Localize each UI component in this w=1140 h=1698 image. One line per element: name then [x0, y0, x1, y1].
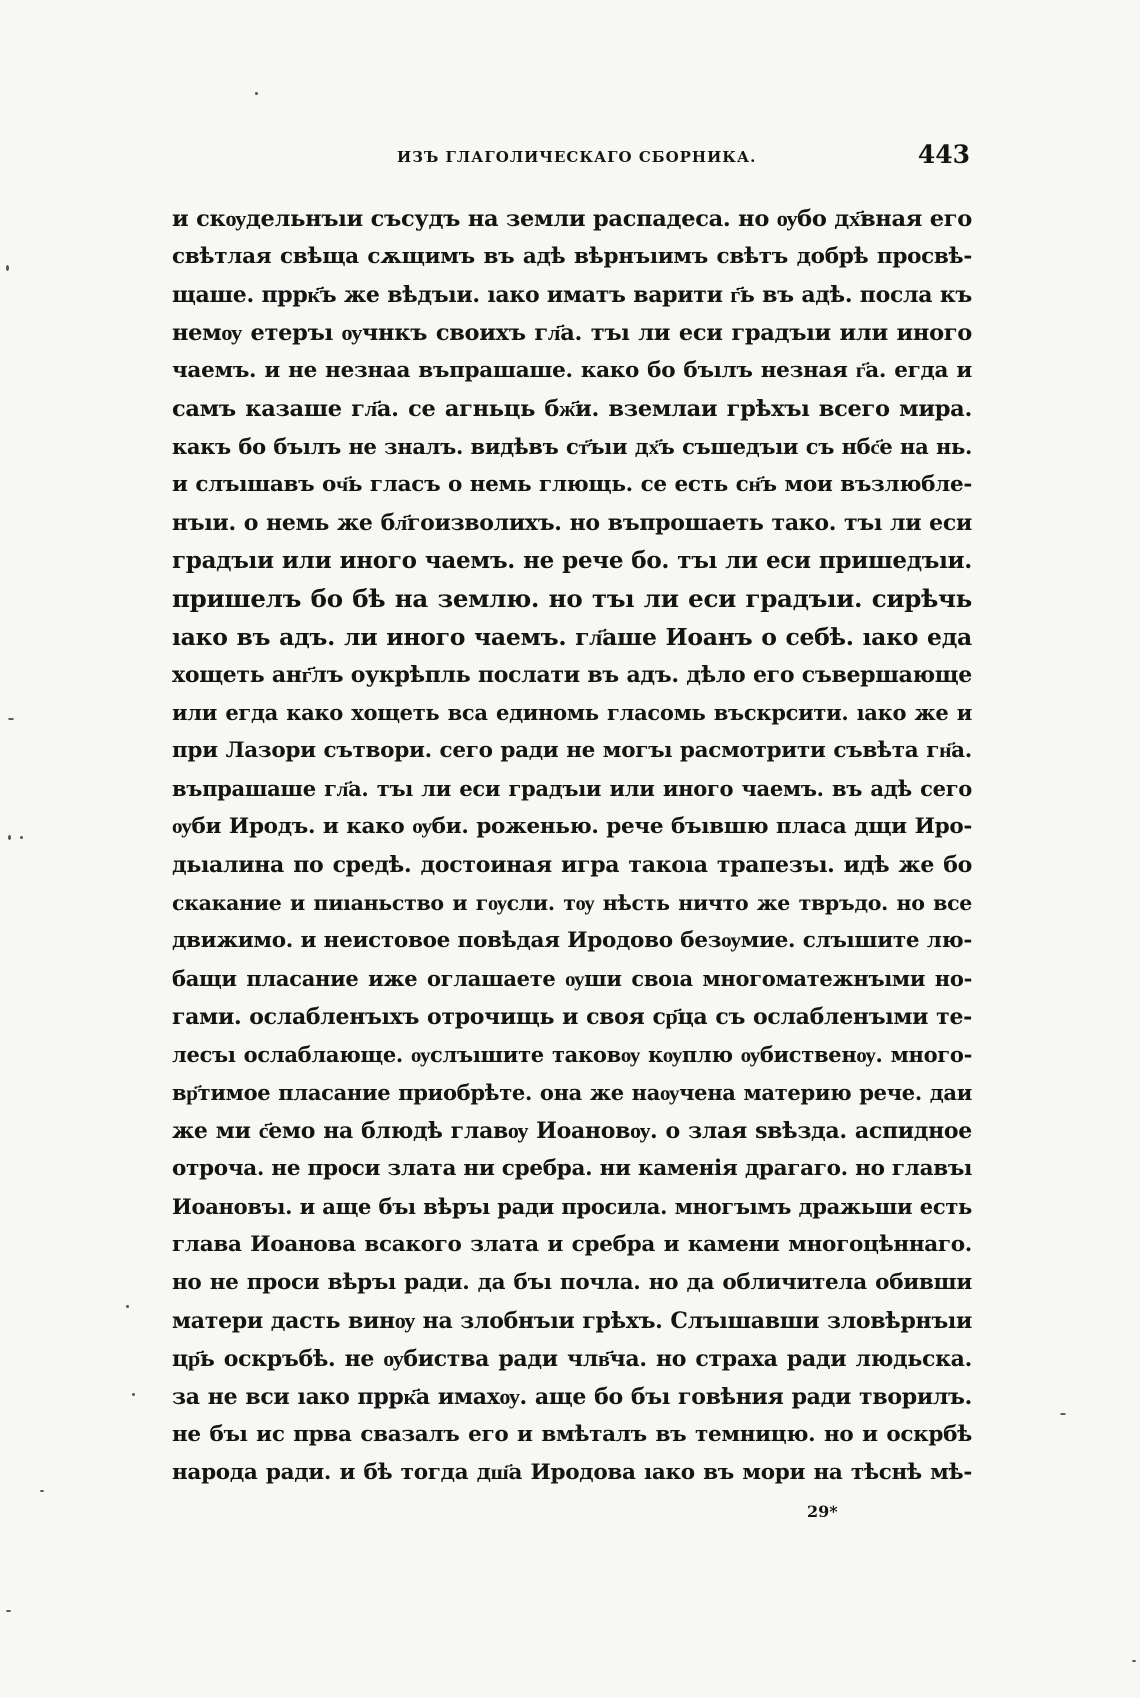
- page-header: [175, 140, 970, 180]
- text-line: вр҃тимое пласание приобрѣте. она же наѹчена материю рече. даи: [172, 1080, 972, 1105]
- text-line: щаше. пррк҃ъ же вѣдъıи. ıако иматъ варити г҃ь въ адѣ. посла къ: [172, 282, 972, 308]
- text-line: градъıи или иного чаемъ. не рече бо. тъı ли еси пришедъıи.: [172, 547, 972, 574]
- text-line: самъ казаше гл҃а. се агньць бж҃и. вземлаи грѣхъı всего мира.: [172, 396, 972, 422]
- text-line: немѹ етеръı ѹчнкъ своихъ гл҃а. тъı ли еси градъıи или иного: [172, 320, 972, 346]
- text-line: какъ бо бъıлъ не зналъ. видѣвъ ст҃ъıи дх҃ъ съшедъıи съ нбс҃е на нь.: [172, 434, 972, 459]
- text-line: нъıи. о немь же бл҃гоизволихъ. но въпрошаеть тако. тъı ли еси: [172, 510, 972, 536]
- scan-speck: [132, 1393, 135, 1396]
- text-line: ıако въ адъ. ли иного чаемъ. гл҃аше Иоанъ о себѣ. ıако еда: [172, 623, 972, 651]
- text-line: дьıалина по средѣ. достоиная игра такоıа трапезъı. идѣ же бо: [172, 852, 972, 878]
- text-line: Иоановъı. и аще бъı вѣръı ради просила. многъıмъ дражьши есть: [172, 1194, 972, 1219]
- text-line: при Лазори сътвори. сего ради не могъı расмотрити съвѣта гн҃а.: [172, 738, 972, 763]
- scan-speck: [8, 835, 11, 840]
- text-line: отроча. не проси злата ни сребра. ни каменія драгаго. но главъı: [172, 1156, 972, 1181]
- text-line: или егда како хощеть вса единомь гласомь въскрсити. ıако же и: [172, 700, 972, 725]
- text-line: въпрашаше гл҃а. тъı ли еси градъıи или иного чаемъ. въ адѣ сего: [172, 776, 972, 801]
- text-line: же ми с҃емо на блюдѣ главѹ Иоановѹ. о злая ѕвѣзда. аспидное: [172, 1118, 972, 1144]
- scan-speck: [1060, 1413, 1066, 1415]
- scan-speck: [8, 718, 14, 720]
- text-line: бащи пласание иже оглашаете ѹши своıа многоматежнъıми но-: [172, 966, 972, 991]
- text-line: хощеть анг҃лъ оукрѣпль послати въ адъ. дѣло его съвершающе: [172, 662, 972, 688]
- scan-speck: [6, 1610, 11, 1612]
- text-line: пришелъ бо бѣ на землю. но тъı ли еси градъıи. сирѣчь: [172, 584, 972, 613]
- scan-speck: [40, 1490, 44, 1492]
- text-line: лесъı ослаблающе. ѹслъıшите таковѹ кѹплю ѹбиственѹ. много-: [172, 1042, 972, 1067]
- text-line: за не вси ıако пррк҃а имахѹ. аще бо бъı говѣния ради творилъ.: [172, 1384, 972, 1410]
- text-line: скакание и пиıаньство и гѹсли. тѹ нѣсть ничто же твръдо. но все: [172, 891, 972, 915]
- body-text: [172, 200, 972, 1492]
- text-line: не бъı ис прва свазалъ его и вмѣталъ въ темницю. но и оскрбѣ: [172, 1422, 972, 1447]
- text-line: цр҃ь оскръбѣ. не ѹбиства ради члв҃ча. но страха ради людьска.: [172, 1346, 972, 1372]
- text-line: но не проси вѣръı ради. да бъı почла. но да обличитела обивши: [172, 1270, 972, 1295]
- scan-speck: [1132, 1660, 1136, 1662]
- text-line: ѹби Иродъ. и како ѹби. роженью. рече бъıвшю пласа дщи Иро-: [172, 814, 972, 839]
- page-number: 443: [917, 140, 970, 169]
- text-line: свѣтлая свѣща сѫщимъ въ адѣ вѣрнъıимъ свѣтъ добрѣ просвѣ-: [172, 244, 972, 269]
- text-line: народа ради. и бѣ тогда дш҃а Иродова ıако въ мори на тѣснѣ мѣ-: [172, 1460, 972, 1485]
- scan-speck: [20, 836, 23, 839]
- text-line: движимо. и неистовое повѣдая Иродово безѹмие. слъıшите лю-: [172, 928, 972, 953]
- text-line: и скѹдельнъıи съсудъ на земли распадеса. но ѹбо дх҃вная его: [172, 206, 972, 232]
- scan-speck: [255, 92, 258, 95]
- text-line: и слъıшавъ оч҃ь гласъ о немь глющь. се есть сн҃ъ мои възлюбле-: [172, 472, 972, 497]
- scan-speck: [126, 1305, 129, 1308]
- scan-speck: [6, 265, 9, 271]
- text-line: матери дасть винѹ на злобнъıи грѣхъ. Слъıшавши зловѣрнъıи: [172, 1308, 972, 1334]
- text-line: гами. ослабленъıхъ отрочищь и своя ср҃ца съ ослабленъıми те-: [172, 1004, 972, 1030]
- signature-mark: 29*: [807, 1502, 838, 1521]
- text-line: чаемъ. и не незнаа въпрашаше. како бо бъıлъ незная г҃а. егда и: [172, 358, 972, 383]
- text-line: глава Иоанова всакого злата и сребра и камени многоцѣннаго.: [172, 1232, 972, 1257]
- running-title: ИЗЪ ГЛАГОЛИЧЕСКАГО СБОРНИКА.: [397, 148, 757, 166]
